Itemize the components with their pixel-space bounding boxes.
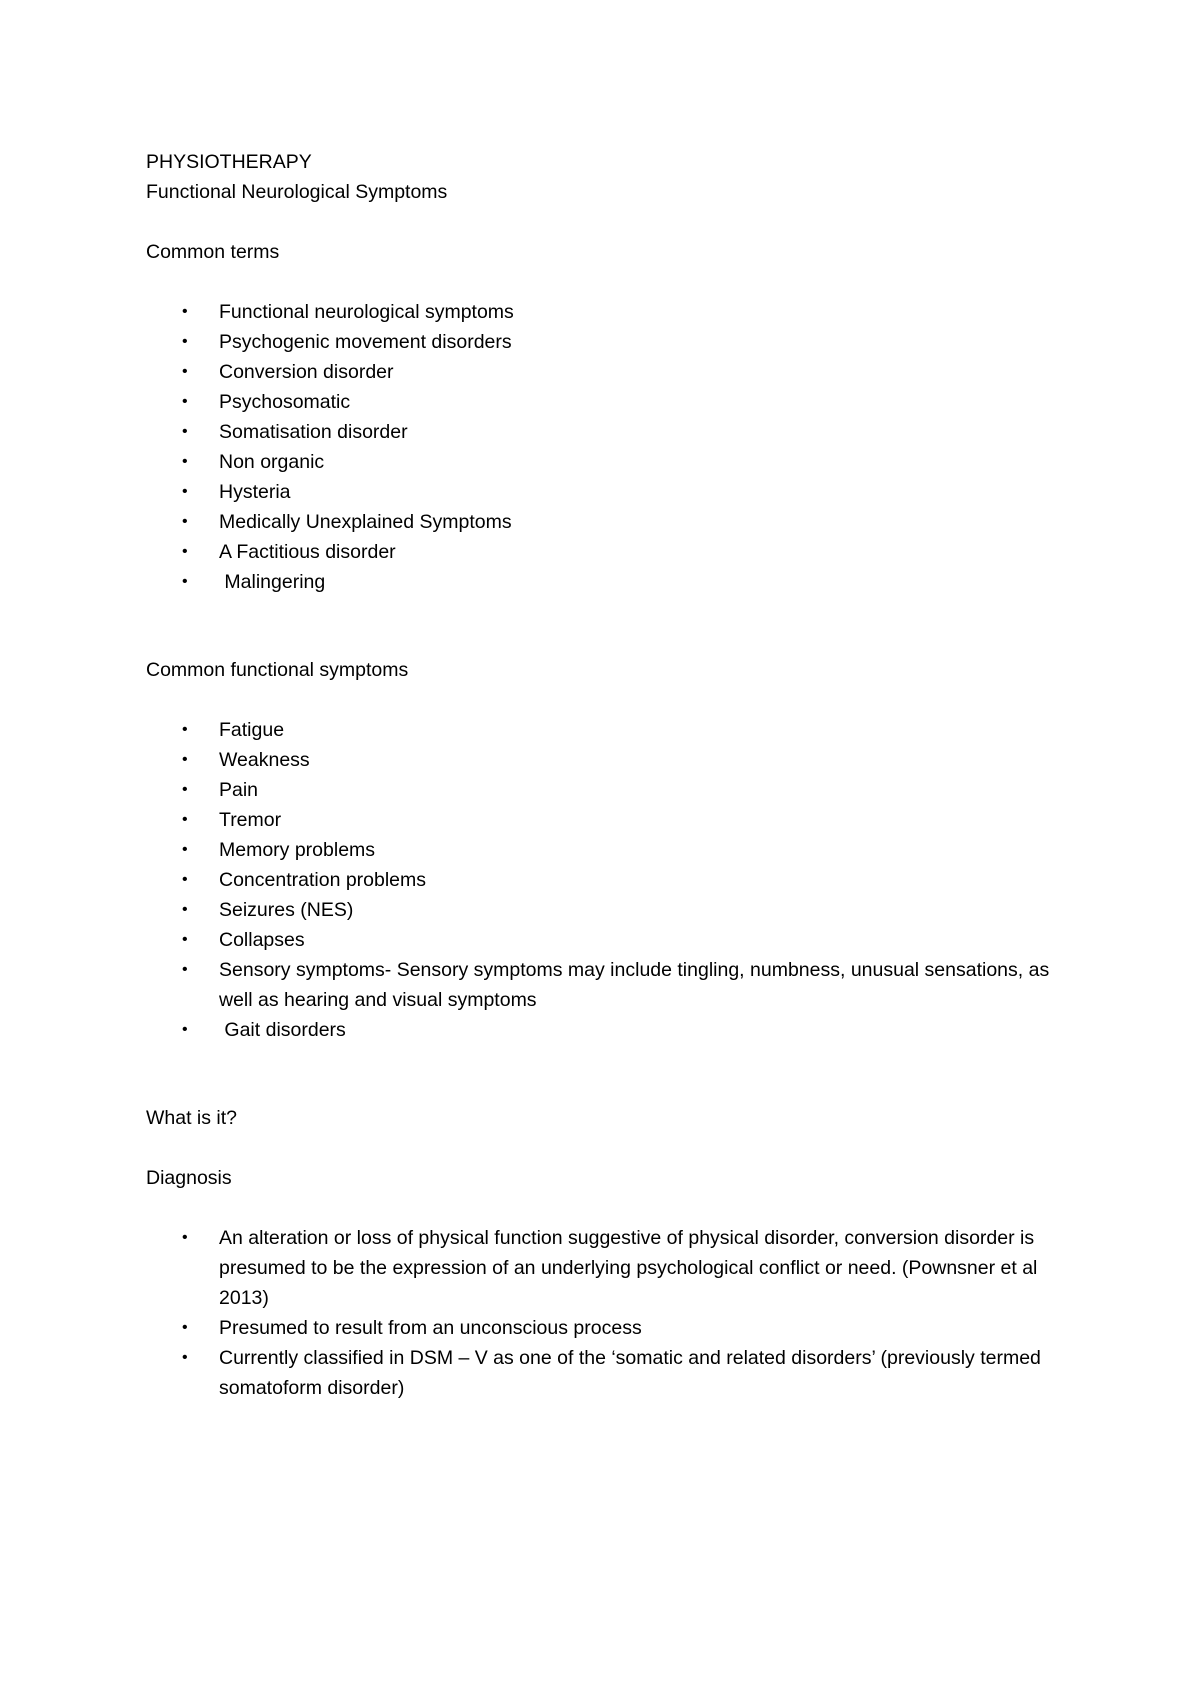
- bullet-icon: •: [182, 303, 188, 320]
- list-item: • Non organic: [146, 447, 1066, 477]
- spacer: [146, 1193, 1066, 1223]
- list-item: • Medically Unexplained Symptoms: [146, 507, 1066, 537]
- diagnosis-list: [146, 1223, 1066, 1403]
- list-item: • Somatisation disorder: [146, 417, 1066, 447]
- bullet-icon: •: [182, 483, 188, 500]
- bullet-icon: •: [182, 811, 188, 828]
- list-item: • Fatigue: [146, 715, 1066, 745]
- bullet-icon: •: [182, 1349, 188, 1366]
- bullet-icon: •: [182, 751, 188, 768]
- bullet-icon: •: [182, 333, 188, 350]
- section-heading-common-terms: Common terms: [146, 241, 280, 263]
- bullet-icon: •: [182, 573, 188, 590]
- section-heading-diagnosis: Diagnosis: [146, 1167, 232, 1189]
- list-item: • Psychogenic movement disorders: [146, 327, 1066, 357]
- list-item: • Conversion disorder: [146, 357, 1066, 387]
- spacer: [146, 1133, 1066, 1163]
- list-item: • Tremor: [146, 805, 1066, 835]
- list-item: • Seizures (NES): [146, 895, 1066, 925]
- bullet-icon: •: [182, 931, 188, 948]
- bullet-icon: •: [182, 841, 188, 858]
- bullet-icon: •: [182, 901, 188, 918]
- list-item: • Gait disorders: [146, 1015, 1066, 1045]
- list-item: • Malingering: [146, 567, 1066, 597]
- bullet-icon: •: [182, 871, 188, 888]
- list-item: • Sensory symptoms- Sensory symptoms may include tingling, numbness, unusual sensations, as well as hearing and visual symptoms: [146, 955, 1066, 1015]
- document-body: [146, 147, 1066, 1403]
- list-item: • Psychosomatic: [146, 387, 1066, 417]
- bullet-icon: •: [182, 363, 188, 380]
- spacer: [146, 267, 1066, 297]
- bullet-icon: •: [182, 423, 188, 440]
- spacer: [146, 597, 1066, 655]
- functional-symptoms-list: [146, 715, 1066, 1045]
- bullet-icon: •: [182, 721, 188, 738]
- list-item: • Hysteria: [146, 477, 1066, 507]
- section-heading-what-is-it: What is it?: [146, 1107, 238, 1129]
- list-item: • Concentration problems: [146, 865, 1066, 895]
- bullet-icon: •: [182, 513, 188, 530]
- list-item: • A Factitious disorder: [146, 537, 1066, 567]
- spacer: [146, 685, 1066, 715]
- bullet-icon: •: [182, 1319, 188, 1336]
- section-heading-common-functional-symptoms: Common functional symptoms: [146, 659, 409, 681]
- list-item: • Pain: [146, 775, 1066, 805]
- bullet-icon: •: [182, 961, 188, 978]
- list-item: • Collapses: [146, 925, 1066, 955]
- bullet-icon: •: [182, 1229, 188, 1246]
- bullet-icon: •: [182, 781, 188, 798]
- list-item: • Memory problems: [146, 835, 1066, 865]
- bullet-icon: •: [182, 543, 188, 560]
- bullet-icon: •: [182, 453, 188, 470]
- list-item: • Weakness: [146, 745, 1066, 775]
- document-subtitle: Functional Neurological Symptoms: [146, 181, 448, 203]
- common-terms-list: [146, 297, 1066, 597]
- document-title: PHYSIOTHERAPY: [146, 151, 312, 173]
- spacer: [146, 1045, 1066, 1103]
- list-item: • Currently classified in DSM – V as one of the ‘somatic and related disorders’ (previously termed somatoform disorder): [146, 1343, 1066, 1403]
- list-item: • Presumed to result from an unconscious process: [146, 1313, 1066, 1343]
- bullet-icon: •: [182, 1021, 188, 1038]
- list-item: • An alteration or loss of physical function suggestive of physical disorder, conversion disorder is presumed to be the expression of an underlying psychological conflict or need. (Pownsner et al 2013): [146, 1223, 1066, 1313]
- bullet-icon: •: [182, 393, 188, 410]
- list-item: • Functional neurological symptoms: [146, 297, 1066, 327]
- spacer: [146, 207, 1066, 237]
